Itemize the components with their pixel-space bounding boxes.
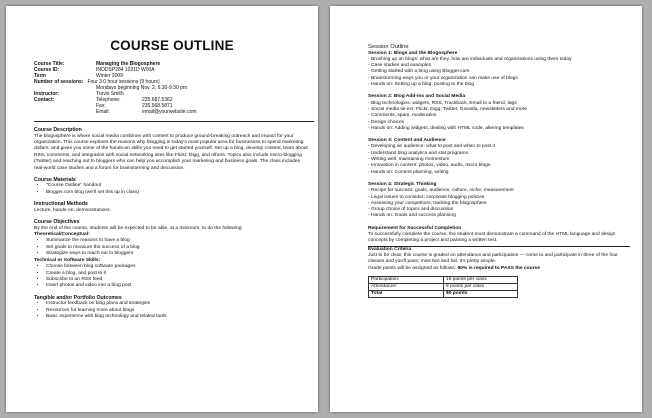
course-info: [34, 61, 310, 115]
sessions-value: Four 3.0 hour sessions (9 hours): [87, 79, 160, 85]
instructor-label: Instructor:: [34, 91, 59, 97]
instructor-value: Travis Smith: [96, 91, 124, 97]
description-text: The blogosphere is where social media combines with content to produce ground-breaking outreach and impact for your organization. This course explores the reasons why blogging is today's most popular area for businesses to spend marketing dollars, and gives you some of the hands-on skills you need to get started yourself. Set up a blog, develop content, learn about RSS, comments, and integration with social networking sites like Flickr, Digg, and others. Topics also include micro-blogging (Twitter) and reaching out to bloggers who can help you accomplish your marketing and business goals. The class includes real-world case studies and a forum for brainstorming and discussion.: [34, 133, 308, 171]
list-item: - Hands on: Setting up a blog, posting to the blog: [368, 82, 475, 88]
fax-label: Fax:: [96, 103, 106, 109]
contact-label: Contact:: [34, 97, 55, 103]
document-page-left: [6, 6, 318, 412]
grade-line: [368, 266, 630, 272]
session-2: [368, 94, 630, 132]
theoretical-heading: Theoretical/Conceptual:: [34, 232, 90, 238]
list-item: - Recipe for success: goals, audience, culture, niche, measurement: [368, 188, 514, 194]
list-item: • Create a blog, and post to it: [46, 271, 310, 277]
term-label: Term: [34, 73, 46, 79]
evaluation-heading: Evaluation Criteria: [368, 246, 630, 253]
table-row: [369, 291, 518, 298]
description-heading: Course Description: [34, 127, 82, 133]
list-item: • Insert photos and video into a blog post: [46, 283, 310, 289]
technical-list: [34, 264, 310, 290]
sessions-label: Number of sessions:: [34, 79, 84, 85]
objectives-heading: Course Objectives: [34, 219, 80, 226]
list-item: - Getting started with a blog using Blogger.com: [368, 69, 470, 75]
contact-details: [96, 97, 197, 115]
session-1: [368, 51, 630, 89]
email-value: email@yourwebsite.com: [142, 109, 197, 115]
term-value: Winter 2009: [96, 73, 123, 79]
table-cell: 5 points per class: [444, 284, 518, 291]
sessions-schedule: Mondays beginning Nov. 2, 6:30-9:30 pm: [96, 85, 188, 91]
list-item: • Summarize the reasons to have a blog: [46, 238, 310, 244]
table-cell: Participation:: [369, 276, 444, 283]
list-item: • Basic experience with blog technology and related tools: [46, 314, 310, 320]
fax-value: 235.568.5871: [142, 103, 173, 109]
session-3: [368, 138, 630, 176]
evaluation-text: Just to be clear, this course is graded on attendance and participation — come to and participate in three of the four classes and you'll pass; miss two and fail. It's pretty simple.: [368, 252, 618, 265]
list-item: - Blog technologies: widgets, RSS, Trackback, Email to a friend, tags: [368, 100, 517, 106]
course-id-label: Course ID:: [34, 67, 60, 73]
grading-table: [368, 276, 518, 299]
contact-row: [34, 97, 310, 115]
telephone-value: 235.687.5362: [142, 97, 173, 103]
list-item: - Innovation in content: photos, video, audio, micro blogs: [368, 163, 491, 169]
session-heading: Session 3: Content and Audience: [368, 138, 446, 144]
methods-heading: Instructional Methods: [34, 201, 88, 208]
materials-list: [34, 183, 310, 196]
list-item: - Hands on: Adding widgets, dealing with HTML code, altering templates: [368, 125, 524, 131]
list-item: - Hands on: Content planning, writing: [368, 169, 449, 175]
list-item: - Brainstorming ways you or your organization can make use of blogs: [368, 75, 518, 81]
session-outline-title: Session Outline: [368, 44, 409, 50]
list-item: - Design choices: [368, 119, 405, 125]
table-cell: Total: [369, 291, 444, 298]
document-page-right: [330, 6, 642, 412]
list-item: - Understand blog analytics and stat programs: [368, 150, 469, 156]
list-item: - Comments, spam, moderation: [368, 113, 437, 119]
list-item: - Case studies and examples: [368, 63, 432, 69]
list-item: • Resources for learning more about blogs: [46, 308, 310, 314]
completion-text: To successfully complete the course, the student must demonstrate a command of the HTML language and design concepts by completing a project and passing a written test.: [368, 232, 616, 244]
list-item: • Choose between blog software packages: [46, 264, 310, 270]
list-item: - Legal issues to consider; corporate blogging policies: [368, 194, 485, 200]
document-title: COURSE OUTLINE: [110, 38, 234, 53]
course-title-label: Course Title:: [34, 61, 65, 67]
theoretical-list: [34, 238, 310, 257]
session-heading: Session 2: Blog Add-ins and Social Media: [368, 94, 466, 100]
table-cell: 80 points: [444, 291, 518, 298]
table-row: [369, 276, 518, 283]
list-item: • "Course Outline" handout: [46, 183, 310, 189]
session-4: [368, 182, 630, 220]
course-title-value: Managing the Blogosphere: [96, 61, 161, 67]
list-item: • Subscribe to an RSS feed: [46, 277, 310, 283]
session-heading: Session 1: Blogs and the Blogosphere: [368, 50, 458, 56]
list-item: • Instructor feedback on blog plans and strategies: [46, 301, 310, 307]
objectives-intro: By the end of the course, students will be expected to be able, at a minimum, to do the following:: [34, 225, 243, 231]
list-item: • Blogger.com blog (we'll set this up in class): [46, 190, 310, 196]
course-id-value: INODSP284 1021D W00A: [96, 67, 155, 73]
grade-line-prefix: Grade points will be assigned as follows:: [368, 265, 457, 271]
telephone-label: Telephone:: [96, 97, 121, 103]
methods-text: Lecture, hands-on, demonstrations.: [34, 207, 111, 213]
list-item: - Hands on: Goals and success planning: [368, 213, 456, 219]
session-heading: Session 4: Strategic Thinking: [368, 181, 437, 187]
table-row: [369, 284, 518, 291]
list-item: - Group choice of topics and discussion: [368, 207, 454, 213]
outcomes-list: [34, 301, 310, 320]
list-item: - Developing an audience: what to post and when to post it: [368, 144, 495, 150]
list-item: - Social media tie-ins: Flickr, Digg, Twitter, Gowalla, newsletters and more: [368, 106, 527, 112]
outcomes-heading: Tangible and/or Portfolio Outcomes: [34, 294, 122, 301]
materials-heading: Course Materials: [34, 176, 76, 183]
completion-heading: Requirement for Successful Completion: [368, 225, 462, 231]
table-cell: 15 points per class: [444, 276, 518, 283]
list-item: • Set goals to measure the success of a blog: [46, 245, 310, 251]
list-item: • Strategize ways to reach out to bloggers: [46, 251, 310, 257]
divider: [34, 121, 314, 122]
list-item: - Assessing your competitors; tracking the blogosphere: [368, 200, 487, 206]
list-item: - Brushing up on blogs: what are they, how are individuals and organizations using them today: [368, 56, 572, 62]
table-cell: Attendance:: [369, 284, 444, 291]
list-item: - Writing well, maintaining momentum: [368, 157, 450, 163]
email-label: Email:: [96, 109, 110, 115]
grade-line-bold: 60% is required to PASS the course: [457, 265, 540, 271]
technical-heading: Technical or Software Skills:: [34, 257, 101, 263]
